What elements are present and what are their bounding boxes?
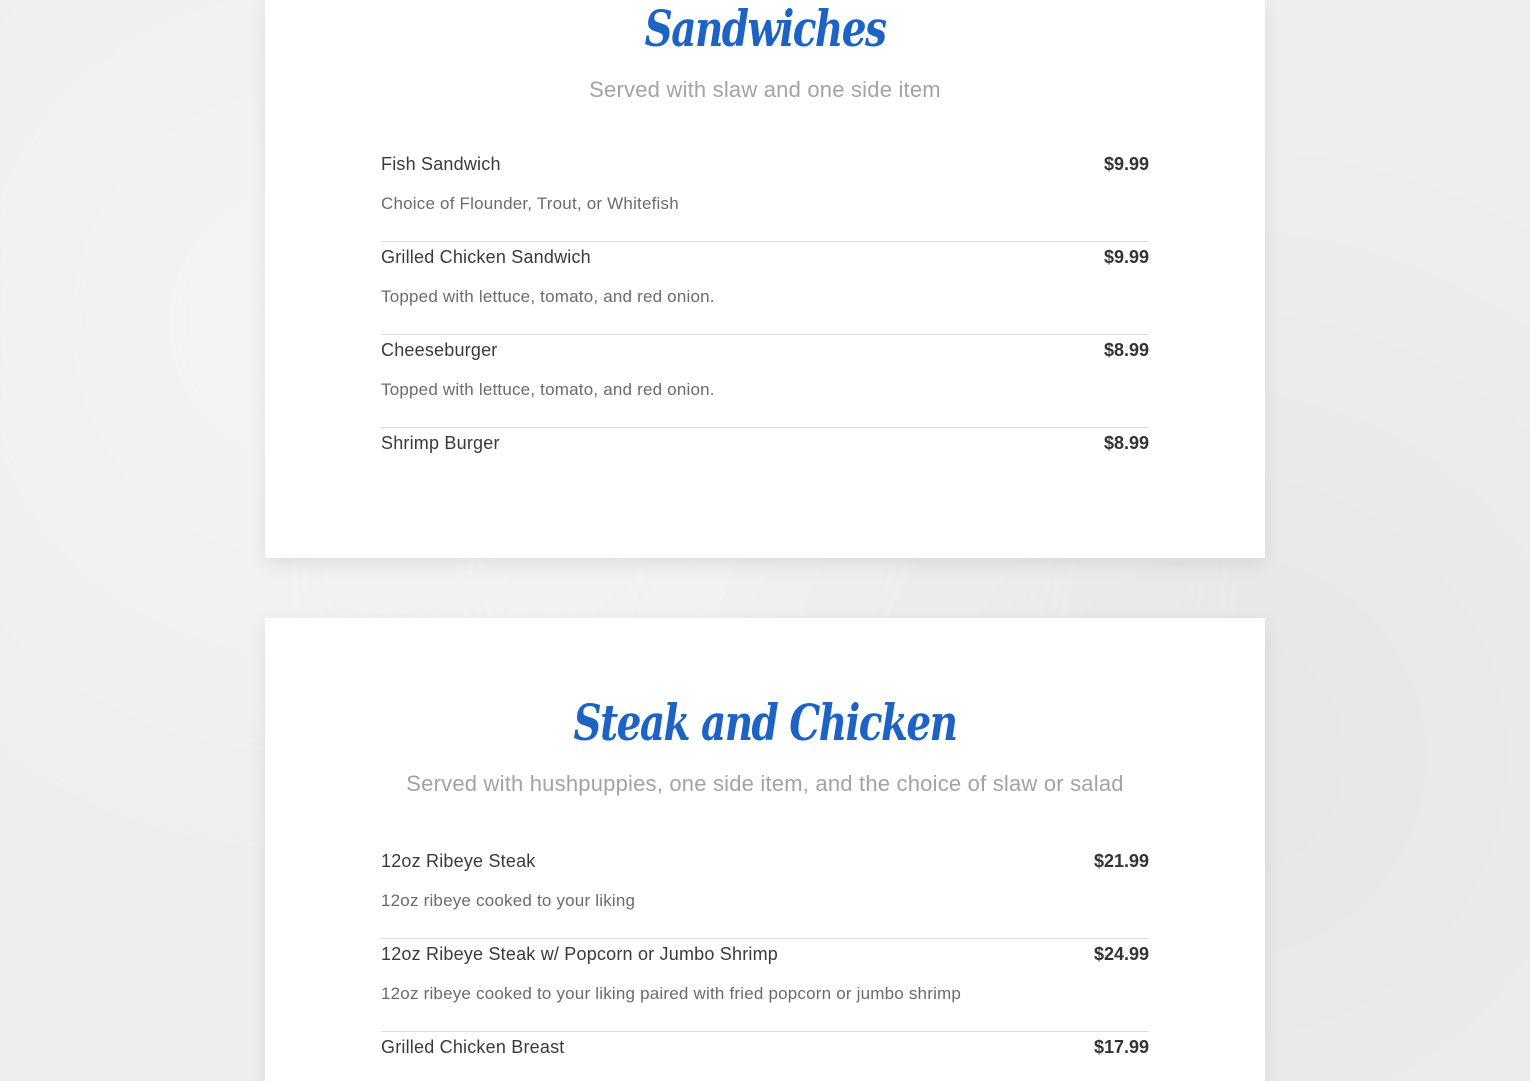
menu-section-steak-and-chicken <box>265 618 1265 1081</box>
menu-item-description: Topped with lettuce, tomato, and red onion. <box>381 380 715 399</box>
menu-item-price: $21.99 <box>1093 851 1149 871</box>
menu-item-name: Grilled Chicken Sandwich <box>381 247 591 267</box>
menu-item-name: Shrimp Burger <box>381 433 500 453</box>
menu-item-name: Fish Sandwich <box>381 154 501 174</box>
menu-item-name: Cheeseburger <box>381 340 498 360</box>
menu-item-name: 12oz Ribeye Steak <box>381 851 536 871</box>
section-subtitle: Served with hushpuppies, one side item, and the choice of slaw or salad <box>406 771 1124 796</box>
menu-item <box>381 940 1149 1032</box>
menu-item-price: $8.99 <box>1103 340 1149 360</box>
menu-section-sandwiches <box>265 0 1265 558</box>
menu-item-name: 12oz Ribeye Steak w/ Popcorn or Jumbo Shrimp <box>381 944 778 964</box>
menu-item-list <box>381 847 1149 1081</box>
menu-item-price: $17.99 <box>1093 1037 1149 1057</box>
menu-item-description: Topped with lettuce, tomato, and red onion. <box>381 287 715 306</box>
menu-item <box>381 150 1149 242</box>
menu-item <box>381 243 1149 335</box>
menu-item <box>381 336 1149 428</box>
menu-item-description: Choice of Flounder, Trout, or Whitefish <box>381 194 679 213</box>
menu-item-list <box>381 150 1149 521</box>
section-title: Sandwiches <box>644 0 886 58</box>
menu-item-price: $24.99 <box>1093 944 1149 964</box>
menu-item <box>381 1033 1149 1081</box>
menu-item <box>381 847 1149 939</box>
menu-item-description: 12oz ribeye cooked to your liking paired with fried popcorn or jumbo shrimp <box>381 984 962 1003</box>
menu-item-price: $8.99 <box>1103 433 1149 453</box>
menu-item-description: 12oz ribeye cooked to your liking <box>381 891 636 910</box>
menu-item-price: $9.99 <box>1103 154 1149 174</box>
section-subtitle: Served with slaw and one side item <box>589 77 941 102</box>
section-title: Steak and Chicken <box>573 693 957 752</box>
menu-item <box>381 429 1149 520</box>
menu-item-name: Grilled Chicken Breast <box>381 1037 565 1057</box>
menu-item-price: $9.99 <box>1103 247 1149 267</box>
